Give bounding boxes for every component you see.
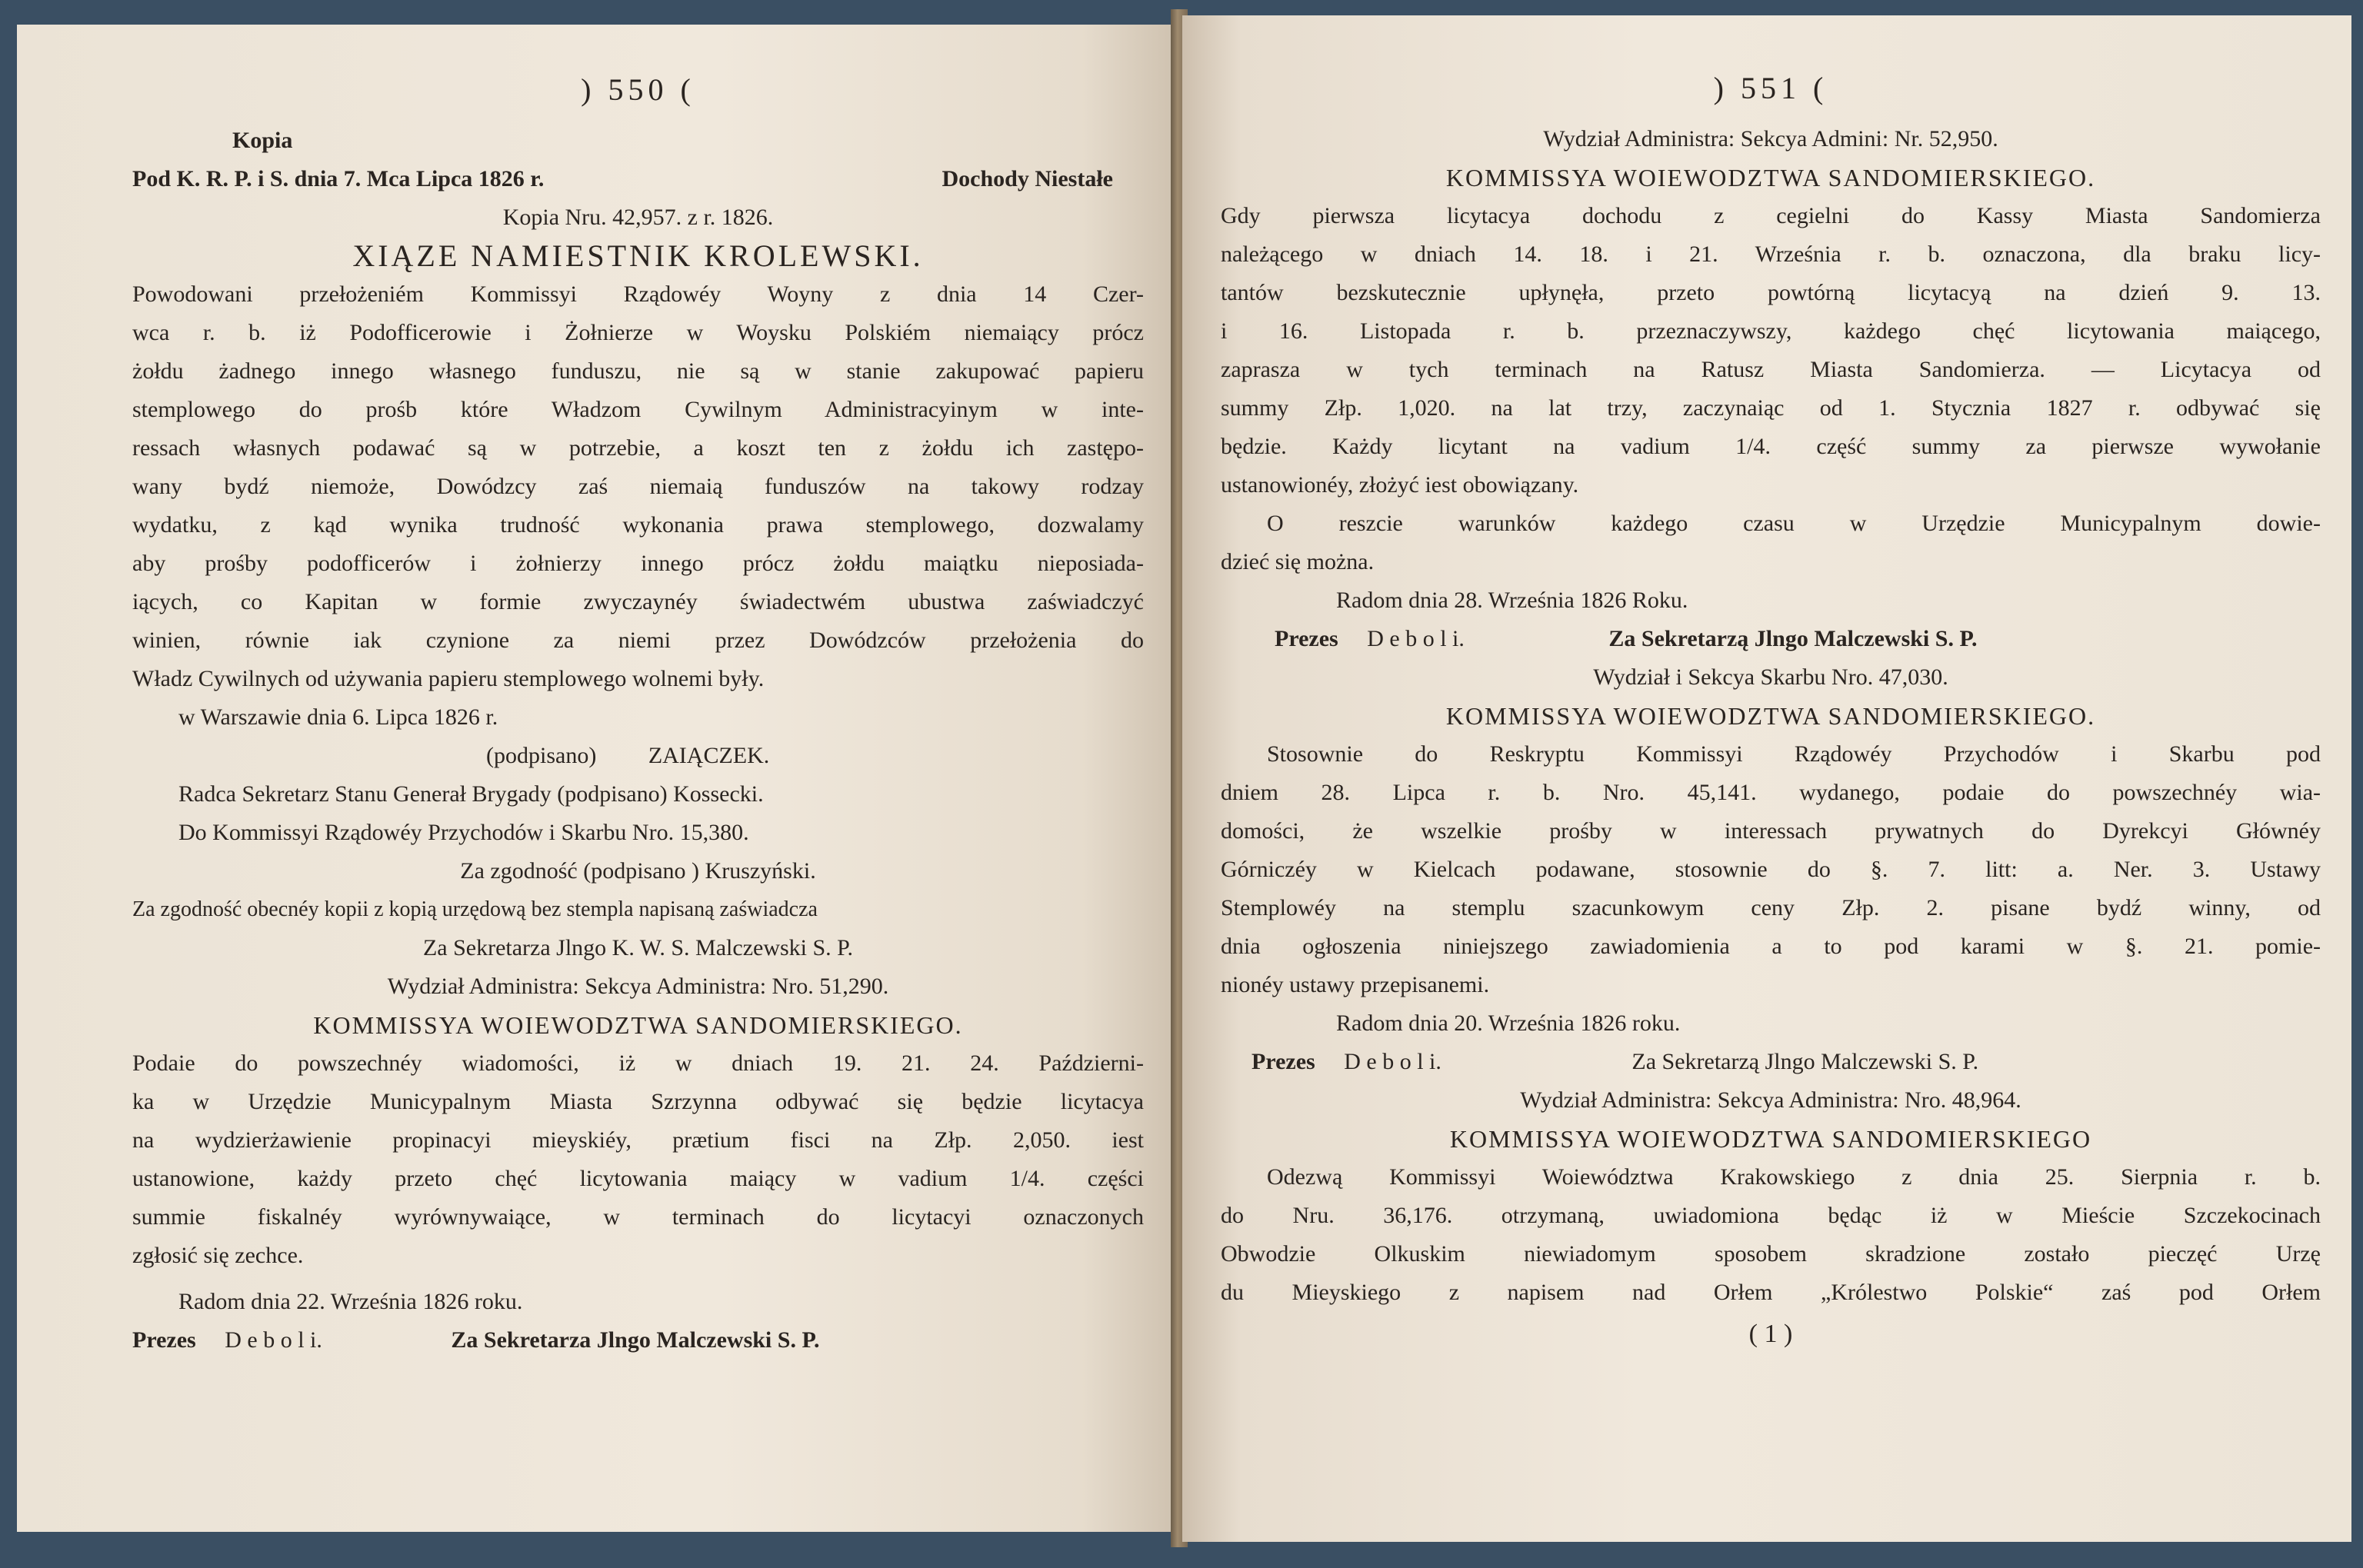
wydzial-line: Wydział i Sekcya Skarbu Nro. 47,030. bbox=[1593, 664, 1948, 690]
text-line: Podaie do powszechnéy wiadomości, iż w dniach 19. 21. 24. Październi- bbox=[132, 1050, 1144, 1076]
text-line: iących, co Kapitan w formie zwyczaynéy świadectwém ubustwa zaświadczyć bbox=[132, 589, 1144, 614]
text-line: summie fiskalnéy wyrównywaiące, w terminach do licytacyi oznaczonych bbox=[132, 1204, 1144, 1230]
text-line: wany bydź niemoże, Dowódzcy zaś niemaią funduszów na takowy rodzay bbox=[132, 474, 1144, 499]
text-line: i 16. Listopada r. b. przeznaczywszy, każdego chęć licytowania maiącego, bbox=[1221, 318, 2321, 344]
kommissya-heading: KOMMISSYA WOIEWODZTWA SANDOMIERSKIEGO. bbox=[1445, 702, 2096, 730]
radom-date: Radom dnia 28. Września 1826 Roku. bbox=[1336, 588, 1688, 613]
text-line: do Nru. 36,176. otrzymaną, uwiadomiona będąc iż w Mieście Szczekocinach bbox=[1221, 1203, 2321, 1228]
do-kommissyi-line: Do Kommissyi Rządowéy Przychodów i Skarbu Nro. 15,380. bbox=[178, 820, 749, 845]
paragraph-1 bbox=[132, 275, 1144, 698]
zgodnosc2-line: Za zgodność obecnéy kopii z kopią urzędową bez stempla napisaną zaświadcza bbox=[132, 897, 818, 921]
text-line: du Mieyskiego z napisem nad Orłem „Królestwo Polskie“ zaś pod Orłem bbox=[1221, 1280, 2321, 1305]
prezes-label: Prezes bbox=[132, 1327, 196, 1353]
sekretarza-line: Za Sekretarza Jlngo K. W. S. Malczewski S. P. bbox=[422, 935, 854, 960]
podpisano-line bbox=[132, 737, 1144, 775]
paragraph-3 bbox=[1221, 1158, 2321, 1312]
paragraph-1 bbox=[1221, 197, 2321, 581]
text-line: Władz Cywilnych od używania papieru stemplowego wolnemi były. bbox=[132, 666, 765, 691]
text-line: Powodowani przełożeniém Kommissyi Rządowéy Woyny z dnia 14 Czer- bbox=[132, 281, 1144, 307]
wydzial-line: Wydział Administra: Sekcya Admini: Nr. 52,950. bbox=[1543, 126, 1998, 151]
radca-line: Radca Sekretarz Stanu Generał Brygady (podpisano) Kossecki. bbox=[178, 781, 764, 807]
paragraph-2 bbox=[132, 1044, 1144, 1275]
deboli-name: D e b o l i. bbox=[1367, 626, 1465, 651]
sekretarza-signature: Za Sekretarzą Jlngo Malczewski S. P. bbox=[1631, 1049, 1979, 1074]
text-line: nionéy ustawy przepisanemi. bbox=[1221, 972, 1490, 997]
warszawa-date: w Warszawie dnia 6. Lipca 1826 r. bbox=[178, 704, 498, 730]
text-line: Stosownie do Reskryptu Kommissyi Rządowéy Przychodów i Skarbu pod bbox=[1267, 741, 2321, 767]
radom-date: Radom dnia 22. Września 1826 roku. bbox=[178, 1289, 523, 1314]
sekretarza-signature: Za Sekretarza Jlngo Malczewski S. P. bbox=[451, 1327, 820, 1353]
text-line: Obwodzie Olkuskim niewiadomym sposobem skradzione zostało pieczęć Urzę bbox=[1221, 1241, 2321, 1267]
heading-kopia: Kopia bbox=[232, 128, 293, 153]
line-pod bbox=[132, 160, 1144, 198]
text-line: tantów bezskutecznie upłynęła, przeto powtórną licytacyą na dzień 9. 13. bbox=[1221, 280, 2321, 305]
text-line: O reszcie warunków każdego czasu w Urzędzie Municypalnym dowie- bbox=[1267, 511, 2321, 536]
paragraph-2 bbox=[1221, 735, 2321, 1004]
page-number-left: ) 550 ( bbox=[581, 72, 695, 107]
zgodnosc-line: Za zgodność (podpisano ) Kruszyński. bbox=[460, 858, 816, 884]
right-page bbox=[1182, 15, 2351, 1542]
wydzial-line: Wydział Administra: Sekcya Administra: Nro. 48,964. bbox=[1520, 1087, 2021, 1113]
radom-date: Radom dnia 20. Września 1826 roku. bbox=[1336, 1010, 1681, 1036]
signature-line bbox=[1221, 620, 2321, 658]
text-line: żołdu żadnego innego własnego funduszu, nie są w stanie zakupować papieru bbox=[132, 358, 1144, 384]
text-line: zgłosić się zechce. bbox=[132, 1243, 304, 1268]
text-line: domości, że wszelkie prośby w interessach prywatnych do Dyrekcyi Głównéy bbox=[1221, 818, 2321, 844]
line-pod-text: Pod K. R. P. i S. dnia 7. Mca Lipca 1826 r. bbox=[132, 166, 545, 191]
text-line: stemplowego do prośb które Władzom Cywilnym Administracyinym w inte- bbox=[132, 397, 1144, 422]
document-title: XIĄZE NAMIESTNIK KROLEWSKI. bbox=[352, 238, 924, 273]
text-line: na wydzierżawienie propinacyi mieyskiéy, prætium fisci na Złp. 2,050. iest bbox=[132, 1127, 1144, 1153]
prezes-label: Prezes bbox=[1251, 1049, 1315, 1074]
text-line: winien, równie iak czynione za niemi przez Dowódzców przełożenia do bbox=[132, 628, 1144, 653]
sekretarza-signature: Za Sekretarzą Jlngo Malczewski S. P. bbox=[1608, 626, 1978, 651]
deboli-name: D e b o l i. bbox=[1344, 1049, 1441, 1074]
signature-line bbox=[132, 1321, 1144, 1360]
text-line: ressach własnych podawać są w potrzebie, a koszt ten z żołdu ich zastępo- bbox=[132, 435, 1144, 461]
text-line: dniem 28. Lipca r. b. Nro. 45,141. wydanego, podaie do powszechnéy wia- bbox=[1221, 780, 2321, 805]
text-line: Stemplowéy na stemplu szacunkowym ceny Złp. 2. pisane bydź winny, od bbox=[1221, 895, 2321, 920]
text-line: dnia ogłoszenia niniejszego zawiadomienia a to pod karami w §. 21. pomie- bbox=[1221, 934, 2321, 959]
text-line: Gdy pierwsza licytacya dochodu z cegielni do Kassy Miasta Sandomierza bbox=[1221, 203, 2321, 228]
text-line: należącego w dniach 14. 18. i 21. Września r. b. oznaczona, dla braku licy- bbox=[1221, 241, 2321, 267]
prezes-label: Prezes bbox=[1275, 626, 1338, 651]
text-line: ustanowione, każdy przeto chęć licytowania maiący w vadium 1/4. części bbox=[132, 1166, 1144, 1191]
deboli-name: D e b o l i. bbox=[225, 1327, 322, 1353]
book-spread bbox=[17, 9, 2332, 1547]
left-page bbox=[17, 25, 1175, 1532]
kopia-nru: Kopia Nru. 42,957. z r. 1826. bbox=[502, 205, 774, 230]
kommissya-heading: KOMMISSYA WOIEWODZTWA SANDOMIERSKIEGO. bbox=[313, 1011, 963, 1039]
text-line: ustanowionéy, złożyć iest obowiązany. bbox=[1221, 472, 1579, 498]
signature-line bbox=[1221, 1043, 2321, 1081]
text-line: Górniczéy w Kielcach podawane, stosownie do §. 7. litt: a. Ner. 3. Ustawy bbox=[1221, 857, 2321, 882]
podpisano: (podpisano) bbox=[486, 743, 597, 768]
text-line: wca r. b. iż Podofficerowie i Żołnierze w Woysku Polskiém niemaiący prócz bbox=[132, 320, 1144, 345]
zaiaczek: ZAIĄCZEK. bbox=[648, 743, 770, 768]
text-line: dzieć się można. bbox=[1221, 549, 1375, 574]
text-line: summy Złp. 1,020. na lat trzy, zaczynaiąc od 1. Stycznia 1827 r. odbywać się bbox=[1221, 395, 2321, 421]
wydzial-line: Wydział Administra: Sekcya Administra: Nro. 51,290. bbox=[387, 974, 889, 999]
kommissya-heading: KOMMISSYA WOIEWODZTWA SANDOMIERSKIEGO bbox=[1449, 1125, 2092, 1153]
text-line: Odezwą Kommissyi Woiewództwa Krakowskiego z dnia 25. Sierpnia r. b. bbox=[1267, 1164, 2321, 1190]
text-line: ka w Urzędzie Municypalnym Miasta Szrzynna odbywać się będzie licytacya bbox=[132, 1089, 1144, 1114]
line-dochody: Dochody Niestałe bbox=[942, 166, 1113, 191]
text-line: wydatku, z kąd wynika trudność wykonania prawa stemplowego, dozwalamy bbox=[132, 512, 1144, 538]
text-line: zaprasza w tych terminach na Ratusz Miasta Sandomierza. — Licytacya od bbox=[1221, 357, 2321, 382]
text-line: będzie. Każdy licytant na vadium 1/4. część summy za pierwsze wywołanie bbox=[1221, 434, 2321, 459]
kommissya-heading: KOMMISSYA WOIEWODZTWA SANDOMIERSKIEGO. bbox=[1445, 164, 2096, 191]
page-footer-signature-mark: ( 1 ) bbox=[1748, 1320, 1793, 1348]
page-number-right: ) 551 ( bbox=[1713, 71, 1828, 105]
text-line: aby prośby podofficerów i żołnierzy innego prócz żołdu maiątku nieposiada- bbox=[132, 551, 1144, 576]
